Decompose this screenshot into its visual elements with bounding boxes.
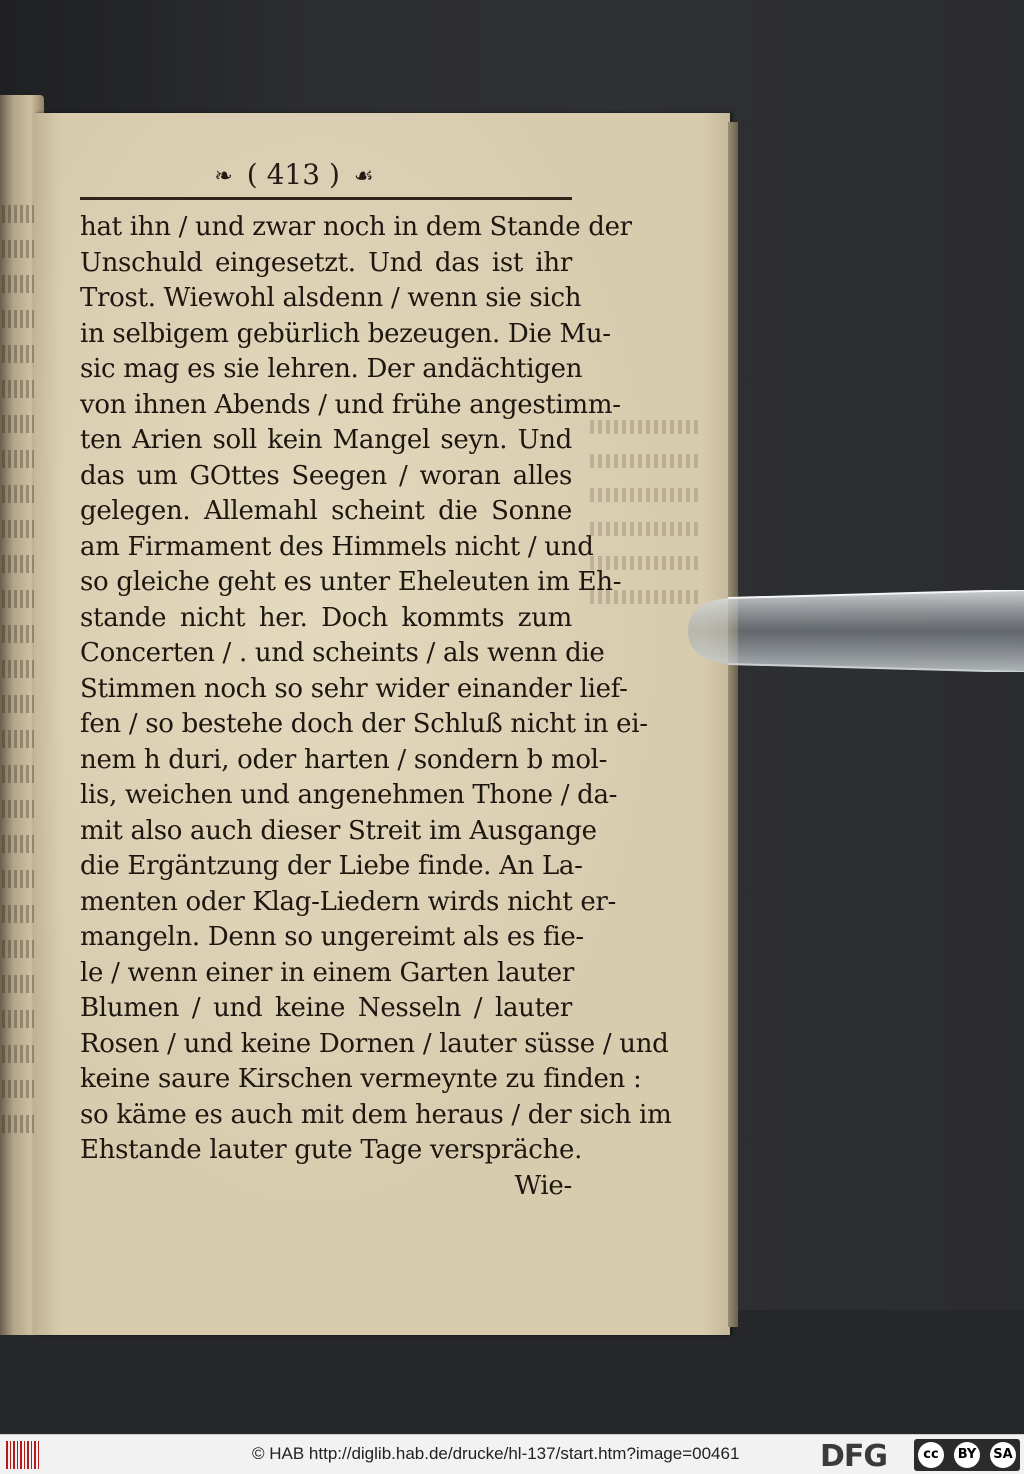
text-line: Ehstande lauter gute Tage verspräche.	[80, 1135, 583, 1165]
text-line: so gleiche geht es unter Eheleuten im Eh-	[80, 567, 622, 597]
footer-bar	[0, 1434, 1024, 1474]
page-number: ( 413 )	[246, 158, 340, 191]
text-line: das um GOttes Seegen / woran alles	[80, 460, 572, 491]
sa-icon: SA	[990, 1442, 1016, 1468]
text-line: Rosen / und keine Dornen / lauter süsse / und	[80, 1028, 669, 1059]
page-fore-edge	[728, 122, 738, 1327]
by-icon: BY	[954, 1442, 980, 1468]
text-line: mangeln. Denn so ungereimt als es fie-	[80, 922, 584, 952]
header-rule	[80, 197, 572, 200]
cc-license-badge[interactable]	[914, 1439, 1020, 1471]
text-line: nem h duri, oder harten / sondern b mol-	[80, 744, 608, 775]
glass-page-clamp-icon	[688, 590, 1024, 672]
text-line: lis, weichen und angenehmen Thone / da-	[80, 780, 618, 810]
text-line: Unschuld eingesetzt. Und das ist ihr	[80, 247, 572, 278]
text-line: hat ihn / und zwar noch in dem Stande der	[80, 212, 632, 242]
text-line: so käme es auch mit dem heraus / der sich im	[80, 1099, 672, 1130]
text-line: Concerten / . und scheints / als wenn die	[80, 638, 605, 668]
text-line: stande nicht her. Doch kommts zum	[80, 602, 572, 633]
catchword: Wie-	[514, 1170, 572, 1201]
dfg-logo: DFG	[820, 1439, 888, 1474]
text-line: mit also auch dieser Streit im Ausgange	[80, 815, 597, 846]
text-line: von ihnen Abends / und frühe angestimm-	[80, 389, 621, 420]
text-line: ten Arien soll kein Mangel seyn. Und	[80, 425, 572, 455]
ornament-left-icon: ❧	[214, 164, 233, 189]
running-head	[34, 158, 554, 198]
text-line: fen / so bestehe doch der Schluß nicht in ei-	[80, 709, 648, 739]
text-line: le / wenn einer in einem Garten lauter	[80, 957, 574, 988]
text-line: gelegen. Allemahl scheint die Sonne	[80, 496, 572, 526]
text-line: menten oder Klag-Liedern wirds nicht er-	[80, 886, 617, 917]
text-line: Trost. Wiewohl alsdenn / wenn sie sich	[80, 283, 582, 313]
text-line: die Ergäntzung der Liebe finde. An La-	[80, 851, 583, 881]
text-line: keine saure Kirschen vermeynte zu finden :	[80, 1064, 642, 1094]
text-line: am Firmament des Himmels nicht / und	[80, 531, 594, 562]
reverse-side-show-through	[590, 420, 700, 640]
footer-credit[interactable]: © HAB http://diglib.hab.de/drucke/hl-137/start.htm?image=00461	[252, 1444, 740, 1463]
ornament-right-icon: ☙	[353, 164, 374, 189]
barcode-icon	[6, 1441, 40, 1469]
text-line: sic mag es sie lehren. Der andächtigen	[80, 354, 583, 384]
body-text	[80, 210, 672, 1204]
text-line: Blumen / und keine Nesseln / lauter	[80, 993, 572, 1023]
text-line: Stimmen noch so sehr wider einander lief-	[80, 673, 628, 704]
text-line: in selbigem gebürlich bezeugen. Die Mu-	[80, 318, 611, 349]
cc-icon: cc	[918, 1442, 944, 1468]
